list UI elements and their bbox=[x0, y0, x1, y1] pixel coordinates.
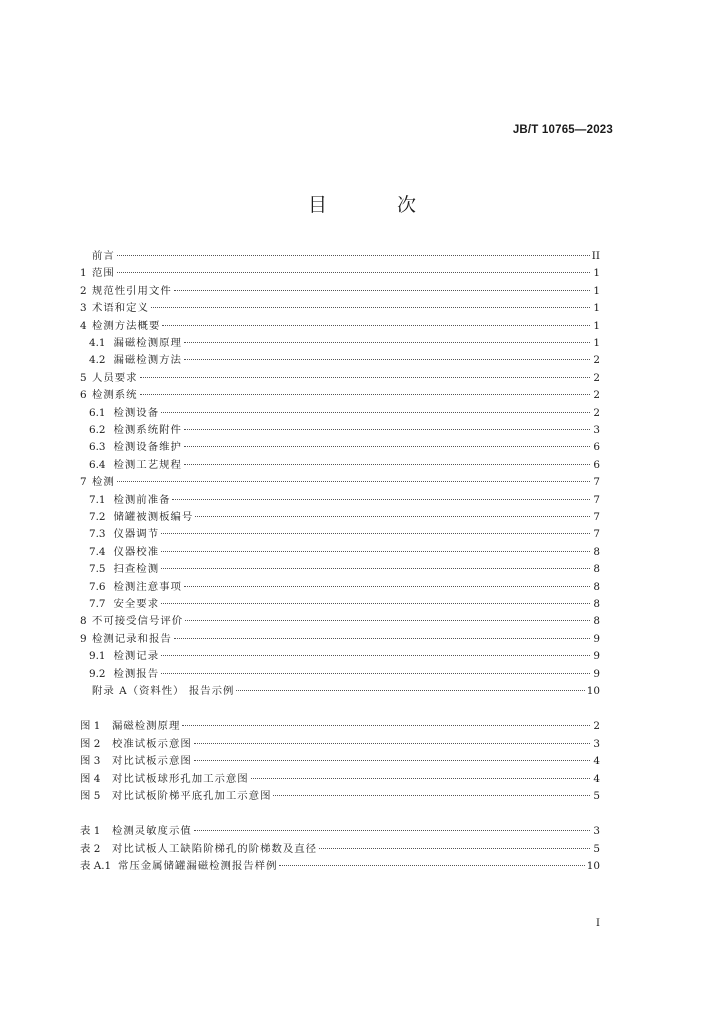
dot-leader bbox=[117, 255, 590, 256]
toc-entry-page: 7 bbox=[593, 528, 600, 541]
figures-entry-page: 3 bbox=[593, 737, 600, 750]
toc-entry-page: 8 bbox=[593, 615, 600, 628]
tables-entry-title: 常压金属储罐漏磁检测报告样例 bbox=[118, 860, 278, 873]
toc-entry[interactable] bbox=[80, 544, 600, 561]
toc-entry-page: 2 bbox=[593, 371, 600, 384]
toc-entry-page: 8 bbox=[593, 563, 600, 576]
toc-entry-page: 6 bbox=[593, 441, 600, 454]
toc-entry[interactable] bbox=[80, 683, 600, 700]
dot-leader bbox=[182, 725, 590, 726]
toc-entry-title: 检测设备 bbox=[113, 406, 160, 419]
toc-entry[interactable] bbox=[80, 474, 600, 491]
toc-entry-page: 9 bbox=[593, 667, 600, 680]
toc-entry-title: 仪器校准 bbox=[113, 545, 160, 558]
dot-leader bbox=[184, 359, 590, 360]
toc-entry-title: 检测记录 bbox=[113, 650, 160, 663]
toc-entry-page: 1 bbox=[593, 319, 600, 332]
figures-entry[interactable] bbox=[80, 788, 600, 805]
toc-entry-title: 范围 bbox=[92, 267, 115, 280]
toc-entry-number: 7.2 bbox=[89, 511, 106, 523]
dot-leader bbox=[279, 865, 584, 866]
toc-entry[interactable] bbox=[80, 387, 600, 404]
toc-entry-number: 9.1 bbox=[89, 650, 106, 663]
figures-entry-number: 图 2 bbox=[80, 737, 101, 750]
toc-entry-page: 2 bbox=[593, 406, 600, 419]
dot-leader bbox=[194, 743, 590, 744]
toc-entry-page: 7 bbox=[593, 511, 600, 523]
figures-entry-number: 图 5 bbox=[80, 790, 101, 802]
toc-entry-number: 6.1 bbox=[89, 406, 106, 419]
toc-entry-page: 9 bbox=[593, 632, 600, 645]
toc-entry-page: 9 bbox=[593, 650, 600, 663]
dot-leader bbox=[251, 778, 590, 779]
toc-entry[interactable] bbox=[80, 666, 600, 683]
dot-leader bbox=[161, 655, 590, 656]
toc-entry-title: 附录 A（资料性） 报告示例 bbox=[92, 685, 235, 697]
dot-leader bbox=[140, 394, 590, 395]
standard-code: JB/T 10765—2023 bbox=[512, 124, 613, 136]
figures-entry[interactable] bbox=[80, 736, 600, 753]
dot-leader bbox=[273, 795, 590, 796]
toc-entry-number: 7.4 bbox=[89, 545, 106, 558]
toc-entry-number: 4.2 bbox=[89, 354, 106, 367]
toc-entry-number: 7.3 bbox=[89, 528, 106, 541]
figures-entry[interactable] bbox=[80, 718, 600, 735]
toc-entry[interactable] bbox=[80, 579, 600, 596]
figures-entry-page: 4 bbox=[593, 772, 600, 785]
tables-entry[interactable] bbox=[80, 858, 600, 875]
dot-leader bbox=[161, 412, 590, 413]
toc-entry[interactable] bbox=[80, 492, 600, 509]
dot-leader bbox=[161, 603, 590, 604]
toc-entry-page: 2 bbox=[593, 354, 600, 367]
figures-entry-title: 对比试板阶梯平底孔加工示意图 bbox=[112, 790, 272, 802]
toc-entry-number: 6 bbox=[80, 389, 87, 402]
tables-entry-number: 表 A.1 bbox=[80, 860, 112, 873]
tables-entry-title: 检测灵敏度示值 bbox=[112, 825, 192, 838]
page-number: I bbox=[596, 918, 600, 929]
figures-entry[interactable] bbox=[80, 753, 600, 770]
toc-entry-title: 前言 bbox=[92, 250, 115, 262]
toc-entry[interactable] bbox=[80, 561, 600, 578]
dot-leader bbox=[117, 272, 590, 273]
figures-entry-title: 对比试板示意图 bbox=[112, 755, 192, 768]
dot-leader bbox=[161, 568, 590, 569]
toc-entry-page: II bbox=[591, 250, 600, 262]
toc-entry[interactable] bbox=[80, 439, 600, 456]
figures-entry-number: 图 3 bbox=[80, 755, 101, 768]
toc-entry[interactable] bbox=[80, 335, 600, 352]
toc-entry-title: 漏磁检测原理 bbox=[113, 337, 182, 349]
figures-entry[interactable] bbox=[80, 771, 600, 788]
toc-entry-number: 7.1 bbox=[89, 493, 106, 506]
toc-entry[interactable] bbox=[80, 596, 600, 613]
toc-entry-number: 1 bbox=[80, 267, 87, 280]
toc-entry-title: 术语和定义 bbox=[92, 302, 149, 315]
toc-entry[interactable] bbox=[80, 265, 600, 282]
toc-entry-title: 规范性引用文件 bbox=[92, 284, 172, 297]
toc-entry-page: 8 bbox=[593, 580, 600, 593]
toc-entry-title: 检测记录和报告 bbox=[92, 632, 172, 645]
dot-leader bbox=[184, 446, 590, 447]
toc-entry-title: 检测方法概要 bbox=[92, 319, 161, 332]
toc-entry-title: 检测前准备 bbox=[113, 493, 171, 506]
dot-leader bbox=[236, 690, 584, 691]
tables-entry-page: 5 bbox=[593, 842, 600, 855]
figures-entry-title: 漏磁检测原理 bbox=[112, 720, 181, 733]
dot-leader bbox=[162, 325, 590, 326]
dot-leader bbox=[194, 830, 590, 831]
toc-entry-page: 7 bbox=[593, 476, 600, 489]
dot-leader bbox=[161, 533, 590, 534]
toc-entry-title: 检测注意事项 bbox=[113, 580, 182, 593]
toc-entry-number: 7.7 bbox=[89, 598, 106, 610]
toc-entry[interactable] bbox=[80, 509, 600, 526]
figures-entry-page: 5 bbox=[593, 790, 600, 802]
dot-leader bbox=[117, 481, 590, 482]
toc-entry-number: 7.6 bbox=[89, 580, 106, 593]
toc-entry-page: 10 bbox=[586, 685, 600, 697]
dot-leader bbox=[184, 429, 590, 430]
toc-entry-number: 4 bbox=[80, 319, 87, 332]
dot-leader bbox=[140, 377, 590, 378]
toc-entry-page: 8 bbox=[593, 598, 600, 610]
dot-leader bbox=[161, 673, 590, 674]
toc-entry-page: 2 bbox=[593, 389, 600, 402]
dot-leader bbox=[184, 464, 590, 465]
toc-entry-title: 不可接受信号评价 bbox=[92, 615, 184, 628]
toc-entry-page: 6 bbox=[593, 458, 600, 471]
toc-entry-title: 安全要求 bbox=[113, 598, 160, 610]
toc-entry-number: 2 bbox=[80, 284, 87, 297]
toc-entry[interactable] bbox=[80, 352, 600, 369]
toc-entry[interactable] bbox=[80, 422, 600, 439]
dot-leader bbox=[195, 516, 590, 517]
dot-leader bbox=[174, 638, 590, 639]
toc-entry-number: 4.1 bbox=[89, 337, 106, 349]
toc-entry-title: 储罐被测板编号 bbox=[113, 511, 194, 523]
dot-leader bbox=[184, 342, 590, 343]
toc-entry-number: 9.2 bbox=[89, 667, 106, 680]
tables-entry-page: 10 bbox=[586, 860, 600, 873]
toc-entry-number: 8 bbox=[80, 615, 87, 628]
figures-entry-number: 图 4 bbox=[80, 772, 101, 785]
figures-entry-page: 2 bbox=[593, 720, 600, 733]
dot-leader bbox=[185, 620, 590, 621]
toc-entry-page: 1 bbox=[593, 284, 600, 297]
dot-leader bbox=[184, 586, 590, 587]
toc-entry-page: 1 bbox=[593, 337, 600, 349]
toc-entry-number: 9 bbox=[80, 632, 87, 645]
dot-leader bbox=[161, 551, 590, 552]
toc-entry[interactable] bbox=[80, 631, 600, 648]
toc-entry-title: 仪器调节 bbox=[113, 528, 160, 541]
toc-entry[interactable] bbox=[80, 613, 600, 630]
dot-leader bbox=[172, 499, 590, 500]
toc-entry-title: 扫查检测 bbox=[113, 563, 160, 576]
figures-entry-page: 4 bbox=[593, 755, 600, 768]
toc-entry[interactable] bbox=[80, 370, 600, 387]
toc-entry-number: 6.4 bbox=[89, 458, 106, 471]
toc-entry[interactable] bbox=[80, 457, 600, 474]
toc-entry-title: 检测系统附件 bbox=[113, 424, 182, 436]
toc-entry-title: 检测工艺规程 bbox=[113, 458, 182, 471]
toc-entry-page: 8 bbox=[593, 545, 600, 558]
tables-entry[interactable] bbox=[80, 841, 600, 858]
toc-entry-title: 检测报告 bbox=[113, 667, 160, 680]
tables-entry-title: 对比试板人工缺陷阶梯孔的阶梯数及直径 bbox=[112, 842, 318, 855]
toc-entry[interactable] bbox=[80, 648, 600, 665]
toc-entry-number: 5 bbox=[80, 371, 87, 384]
toc-entry-page: 1 bbox=[593, 302, 600, 315]
page-title: 目 次 bbox=[307, 194, 449, 216]
toc-entry-number: 6.3 bbox=[89, 441, 106, 454]
tables-entry[interactable] bbox=[80, 823, 600, 840]
toc-entry-number: 6.2 bbox=[89, 424, 106, 436]
toc-entry-number: 3 bbox=[80, 302, 87, 315]
toc-entry[interactable] bbox=[80, 300, 600, 317]
tables-entry-page: 3 bbox=[593, 825, 600, 838]
toc-entry-title: 检测设备维护 bbox=[113, 441, 182, 454]
dot-leader bbox=[319, 848, 590, 849]
toc-entry-page: 1 bbox=[593, 267, 600, 280]
tables-entry-number: 表 2 bbox=[80, 842, 101, 855]
dot-leader bbox=[174, 290, 590, 291]
toc-entry-title: 人员要求 bbox=[92, 371, 138, 384]
toc-entry-page: 3 bbox=[593, 424, 600, 436]
toc-entry[interactable] bbox=[80, 405, 600, 422]
dot-leader bbox=[194, 760, 590, 761]
figures-entry-title: 校准试板示意图 bbox=[112, 737, 192, 750]
toc-entry-title: 漏磁检测方法 bbox=[113, 354, 182, 367]
toc-entry[interactable] bbox=[80, 283, 600, 300]
dot-leader bbox=[151, 307, 590, 308]
toc-entry-title: 检测 bbox=[92, 476, 115, 489]
toc-entry-page: 7 bbox=[593, 493, 600, 506]
toc-entry-number: 7.5 bbox=[89, 563, 106, 576]
toc-entry[interactable] bbox=[80, 248, 600, 265]
toc-entry[interactable] bbox=[80, 318, 600, 335]
toc-entry-title: 检测系统 bbox=[92, 389, 138, 402]
figures-entry-number: 图 1 bbox=[80, 720, 101, 733]
figures-entry-title: 对比试板球形孔加工示意图 bbox=[112, 772, 249, 785]
tables-entry-number: 表 1 bbox=[80, 825, 101, 838]
toc-entry-number: 7 bbox=[80, 476, 87, 489]
toc-entry[interactable] bbox=[80, 526, 600, 543]
